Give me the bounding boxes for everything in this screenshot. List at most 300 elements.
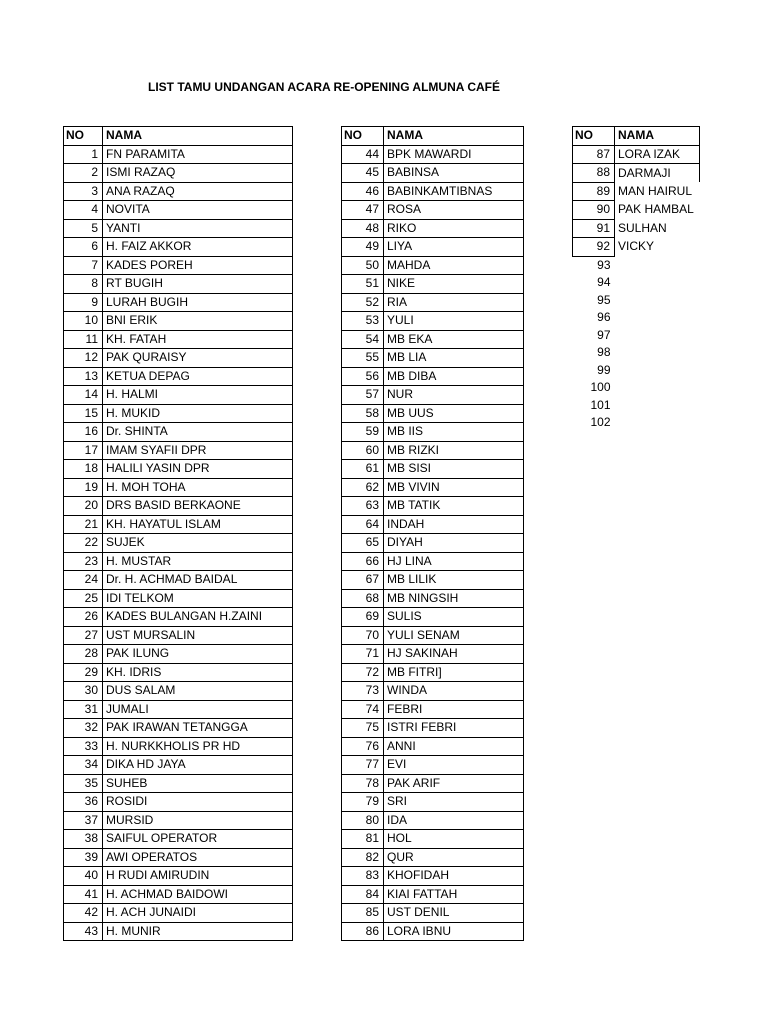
guest-name: Dr. H. ACHMAD BAIDAL — [103, 571, 293, 590]
row-number: 28 — [64, 645, 103, 664]
table-row — [64, 367, 293, 386]
row-number: 102 — [590, 415, 611, 430]
row-number: 95 — [597, 292, 611, 307]
guest-name: NIKE — [384, 275, 524, 294]
table-row — [342, 219, 524, 238]
guest-name: MB VIVIN — [384, 478, 524, 497]
table-row — [64, 201, 293, 220]
row-number: 57 — [342, 386, 384, 405]
row-number: 32 — [64, 719, 103, 738]
guest-table-1 — [63, 126, 293, 941]
table-row — [573, 344, 700, 362]
row-number: 1 — [64, 145, 103, 164]
table-row — [342, 349, 524, 368]
guest-name: BPK MAWARDI — [384, 145, 524, 164]
row-number: 68 — [342, 589, 384, 608]
row-number: 34 — [64, 756, 103, 775]
guest-name: KHOFIDAH — [384, 867, 524, 886]
row-number: 29 — [64, 663, 103, 682]
table-row — [342, 201, 524, 220]
row-number: 23 — [64, 552, 103, 571]
row-number: 66 — [342, 552, 384, 571]
guest-name: ISTRI FEBRI — [384, 719, 524, 738]
row-number: 40 — [64, 867, 103, 886]
guest-name: H. MUKID — [103, 404, 293, 423]
table-header-row — [573, 127, 700, 146]
table-row — [64, 645, 293, 664]
guest-table-2 — [341, 126, 524, 941]
guest-name: H. ACH JUNAIDI — [103, 904, 293, 923]
table-row — [64, 293, 293, 312]
guest-name: LORA IZAK — [615, 145, 700, 164]
table-row — [342, 793, 524, 812]
table-row — [342, 145, 524, 164]
table-row — [64, 312, 293, 331]
guest-name: H. MOH TOHA — [103, 478, 293, 497]
row-number: 36 — [64, 793, 103, 812]
row-number: 74 — [342, 700, 384, 719]
table-row — [64, 589, 293, 608]
table-row — [573, 274, 700, 292]
table-row — [64, 885, 293, 904]
table-row — [342, 312, 524, 331]
guest-name: RIKO — [384, 219, 524, 238]
row-number: 22 — [64, 534, 103, 553]
row-number: 96 — [597, 310, 611, 325]
row-number: 20 — [64, 497, 103, 516]
header-no: NO — [573, 127, 615, 146]
table-row — [573, 362, 700, 380]
row-number: 6 — [64, 238, 103, 257]
row-number: 99 — [597, 362, 611, 377]
row-number: 60 — [342, 441, 384, 460]
table-row — [342, 164, 524, 183]
guest-name: MB DIBA — [384, 367, 524, 386]
guest-name: H. FAIZ AKKOR — [103, 238, 293, 257]
table-row — [64, 182, 293, 201]
row-number: 46 — [342, 182, 384, 201]
table-row — [64, 811, 293, 830]
row-number: 53 — [342, 312, 384, 331]
row-number: 43 — [64, 922, 103, 941]
table-row — [573, 327, 700, 345]
table-row — [64, 497, 293, 516]
row-number: 92 — [573, 238, 615, 257]
guest-name: BABINKAMTIBNAS — [384, 182, 524, 201]
guest-table-3 — [572, 126, 700, 432]
guest-name: KH. HAYATUL ISLAM — [103, 515, 293, 534]
table-row — [64, 756, 293, 775]
guest-name: MB NINGSIH — [384, 589, 524, 608]
table-row — [64, 700, 293, 719]
row-number: 33 — [64, 737, 103, 756]
guest-name: IDA — [384, 811, 524, 830]
guest-name: MB UUS — [384, 404, 524, 423]
table-row — [64, 848, 293, 867]
row-number: 25 — [64, 589, 103, 608]
table-row — [573, 238, 700, 257]
row-number: 65 — [342, 534, 384, 553]
guest-name: DUS SALAM — [103, 682, 293, 701]
table-row — [64, 460, 293, 479]
row-number: 89 — [573, 182, 615, 201]
table-row — [573, 201, 700, 220]
table-row — [573, 309, 700, 327]
guest-name: PAK HAMBAL — [615, 201, 700, 220]
guest-name: VICKY — [615, 238, 700, 257]
row-number: 39 — [64, 848, 103, 867]
table-row — [64, 386, 293, 405]
guest-name: INDAH — [384, 515, 524, 534]
row-number: 75 — [342, 719, 384, 738]
table-row — [64, 626, 293, 645]
guest-name: MB FITRI] — [384, 663, 524, 682]
table-row — [342, 515, 524, 534]
row-number: 8 — [64, 275, 103, 294]
guest-name — [615, 397, 700, 415]
table-row — [64, 904, 293, 923]
guest-name — [615, 414, 700, 432]
guest-name: FEBRI — [384, 700, 524, 719]
guest-name: KH. IDRIS — [103, 663, 293, 682]
row-number: 97 — [597, 327, 611, 342]
table-row — [64, 423, 293, 442]
table-row — [64, 682, 293, 701]
row-number: 13 — [64, 367, 103, 386]
guest-name: HJ LINA — [384, 552, 524, 571]
guest-name — [615, 379, 700, 397]
row-number: 72 — [342, 663, 384, 682]
row-number: 10 — [64, 312, 103, 331]
guest-name: Dr. SHINTA — [103, 423, 293, 442]
guest-name: SULHAN — [615, 219, 700, 238]
table-row — [342, 626, 524, 645]
guest-name: LIYA — [384, 238, 524, 257]
header-no: NO — [342, 127, 384, 146]
guest-name: ANA RAZAQ — [103, 182, 293, 201]
table-row — [64, 608, 293, 627]
row-number: 67 — [342, 571, 384, 590]
guest-name: WINDA — [384, 682, 524, 701]
guest-name: BABINSA — [384, 164, 524, 183]
guest-name: DARMAJI — [615, 164, 700, 183]
guest-name — [615, 344, 700, 362]
row-number: 88 — [573, 164, 615, 183]
guest-name: IDI TELKOM — [103, 589, 293, 608]
guest-name: H. MUSTAR — [103, 552, 293, 571]
guest-name: SULIS — [384, 608, 524, 627]
table-row — [342, 645, 524, 664]
guest-name: MB IIS — [384, 423, 524, 442]
guest-name: RT BUGIH — [103, 275, 293, 294]
guest-name: SUHEB — [103, 774, 293, 793]
row-number: 3 — [64, 182, 103, 201]
row-number: 45 — [342, 164, 384, 183]
table-row — [64, 164, 293, 183]
row-number: 4 — [64, 201, 103, 220]
table-row — [342, 904, 524, 923]
table-row — [342, 404, 524, 423]
table-row — [342, 700, 524, 719]
guest-name: LORA IBNU — [384, 922, 524, 941]
row-number: 14 — [64, 386, 103, 405]
table-row — [342, 719, 524, 738]
row-number: 98 — [597, 345, 611, 360]
row-number: 41 — [64, 885, 103, 904]
table-row — [342, 386, 524, 405]
table-row — [342, 885, 524, 904]
row-number: 58 — [342, 404, 384, 423]
table-row — [342, 256, 524, 275]
guest-name: ROSIDI — [103, 793, 293, 812]
guest-name: JUMALI — [103, 700, 293, 719]
guest-name: KADES POREH — [103, 256, 293, 275]
row-number: 27 — [64, 626, 103, 645]
table-row — [64, 238, 293, 257]
row-number: 82 — [342, 848, 384, 867]
table-row — [573, 256, 700, 274]
table-row — [342, 589, 524, 608]
table-row — [342, 663, 524, 682]
guest-name — [615, 274, 700, 292]
row-number: 49 — [342, 238, 384, 257]
guest-name: MAHDA — [384, 256, 524, 275]
row-number: 7 — [64, 256, 103, 275]
row-number: 87 — [573, 145, 615, 164]
guest-name: SAIFUL OPERATOR — [103, 830, 293, 849]
table-row — [342, 571, 524, 590]
table-row — [342, 774, 524, 793]
table-row — [64, 478, 293, 497]
table-header-row — [342, 127, 524, 146]
table-row — [64, 349, 293, 368]
guest-name: BNI ERIK — [103, 312, 293, 331]
row-number: 38 — [64, 830, 103, 849]
row-number: 73 — [342, 682, 384, 701]
row-number: 79 — [342, 793, 384, 812]
guest-name: IMAM SYAFII DPR — [103, 441, 293, 460]
table-row — [573, 219, 700, 238]
row-number: 18 — [64, 460, 103, 479]
row-number: 52 — [342, 293, 384, 312]
row-number: 91 — [573, 219, 615, 238]
header-no: NO — [64, 127, 103, 146]
row-number: 93 — [597, 257, 611, 272]
guest-name: MB EKA — [384, 330, 524, 349]
row-number: 90 — [573, 201, 615, 220]
table-row — [342, 534, 524, 553]
table-row — [64, 571, 293, 590]
table-row — [342, 848, 524, 867]
guest-name — [615, 256, 700, 274]
guest-name: NUR — [384, 386, 524, 405]
guest-name: NOVITA — [103, 201, 293, 220]
table-row — [573, 414, 700, 432]
header-nama: NAMA — [103, 127, 293, 146]
page-title: LIST TAMU UNDANGAN ACARA RE-OPENING ALMUNA CAFÉ — [148, 80, 500, 94]
table-row — [573, 379, 700, 397]
table-row — [573, 397, 700, 415]
table-row — [342, 478, 524, 497]
table-row — [64, 719, 293, 738]
table-row — [342, 293, 524, 312]
guest-name: KH. FATAH — [103, 330, 293, 349]
row-number: 71 — [342, 645, 384, 664]
guest-name: HJ SAKINAH — [384, 645, 524, 664]
table-row — [573, 182, 700, 201]
row-number: 54 — [342, 330, 384, 349]
table-row — [342, 423, 524, 442]
guest-name: MB LIA — [384, 349, 524, 368]
table-row — [342, 330, 524, 349]
row-number: 37 — [64, 811, 103, 830]
row-number: 69 — [342, 608, 384, 627]
row-number: 70 — [342, 626, 384, 645]
row-number: 5 — [64, 219, 103, 238]
table-row — [342, 182, 524, 201]
table-row — [64, 830, 293, 849]
table-row — [64, 404, 293, 423]
row-number: 81 — [342, 830, 384, 849]
header-nama: NAMA — [384, 127, 524, 146]
guest-name: AWI OPERATOS — [103, 848, 293, 867]
row-number: 31 — [64, 700, 103, 719]
guest-name: H. ACHMAD BAIDOWI — [103, 885, 293, 904]
table-row — [342, 922, 524, 941]
table-row — [64, 219, 293, 238]
table-row — [64, 663, 293, 682]
table-row — [573, 164, 700, 183]
table-row — [342, 608, 524, 627]
row-number: 21 — [64, 515, 103, 534]
row-number: 83 — [342, 867, 384, 886]
guest-name: ANNI — [384, 737, 524, 756]
guest-name: UST MURSALIN — [103, 626, 293, 645]
table-row — [64, 774, 293, 793]
guest-name: H. NURKKHOLIS PR HD — [103, 737, 293, 756]
table-row — [342, 756, 524, 775]
row-number: 78 — [342, 774, 384, 793]
row-number: 94 — [597, 275, 611, 290]
table-row — [64, 441, 293, 460]
guest-name: PAK ARIF — [384, 774, 524, 793]
guest-name: MB LILIK — [384, 571, 524, 590]
guest-name: MB TATIK — [384, 497, 524, 516]
table-row — [342, 367, 524, 386]
guest-name: YULI — [384, 312, 524, 331]
table-header-row — [64, 127, 293, 146]
row-number: 47 — [342, 201, 384, 220]
row-number: 35 — [64, 774, 103, 793]
guest-name — [615, 292, 700, 310]
guest-name: MB SISI — [384, 460, 524, 479]
table-row — [342, 830, 524, 849]
guest-name: H. MUNIR — [103, 922, 293, 941]
table-row — [342, 682, 524, 701]
table-row — [64, 922, 293, 941]
table-row — [64, 515, 293, 534]
guest-name: PAK ILUNG — [103, 645, 293, 664]
row-number: 56 — [342, 367, 384, 386]
row-number: 62 — [342, 478, 384, 497]
guest-name: FN PARAMITA — [103, 145, 293, 164]
table-row — [64, 737, 293, 756]
table-row — [342, 460, 524, 479]
guest-name: YANTI — [103, 219, 293, 238]
table-row — [342, 275, 524, 294]
guest-name — [615, 327, 700, 345]
row-number: 42 — [64, 904, 103, 923]
table-row — [342, 441, 524, 460]
guest-name: KADES BULANGAN H.ZAINI — [103, 608, 293, 627]
table-row — [64, 552, 293, 571]
guest-name: DRS BASID BERKAONE — [103, 497, 293, 516]
guest-name: SUJEK — [103, 534, 293, 553]
row-number: 9 — [64, 293, 103, 312]
row-number: 51 — [342, 275, 384, 294]
row-number: 12 — [64, 349, 103, 368]
guest-name: ROSA — [384, 201, 524, 220]
table-row — [64, 534, 293, 553]
table-row — [342, 552, 524, 571]
guest-name: DIYAH — [384, 534, 524, 553]
table-row — [64, 275, 293, 294]
row-number: 55 — [342, 349, 384, 368]
header-nama: NAMA — [615, 127, 700, 146]
guest-name: HALILI YASIN DPR — [103, 460, 293, 479]
row-number: 48 — [342, 219, 384, 238]
table-row — [573, 292, 700, 310]
row-number: 85 — [342, 904, 384, 923]
guest-name: DIKA HD JAYA — [103, 756, 293, 775]
guest-name: H. HALMI — [103, 386, 293, 405]
guest-name — [615, 309, 700, 327]
guest-name: MURSID — [103, 811, 293, 830]
row-number: 19 — [64, 478, 103, 497]
guest-name: UST DENIL — [384, 904, 524, 923]
guest-name: MAN HAIRUL — [615, 182, 700, 201]
row-number: 64 — [342, 515, 384, 534]
table-row — [342, 867, 524, 886]
row-number: 61 — [342, 460, 384, 479]
row-number: 2 — [64, 164, 103, 183]
table-row — [64, 330, 293, 349]
table-row — [64, 867, 293, 886]
guest-name: MB RIZKI — [384, 441, 524, 460]
row-number: 15 — [64, 404, 103, 423]
row-number: 63 — [342, 497, 384, 516]
guest-name: LURAH BUGIH — [103, 293, 293, 312]
table-row — [342, 811, 524, 830]
row-number: 17 — [64, 441, 103, 460]
guest-name: PAK IRAWAN TETANGGA — [103, 719, 293, 738]
guest-name: KETUA DEPAG — [103, 367, 293, 386]
table-row — [64, 256, 293, 275]
row-number: 30 — [64, 682, 103, 701]
guest-name: QUR — [384, 848, 524, 867]
table-row — [64, 145, 293, 164]
table-row — [573, 145, 700, 164]
row-number: 80 — [342, 811, 384, 830]
guest-name: PAK QURAISY — [103, 349, 293, 368]
row-number: 84 — [342, 885, 384, 904]
row-number: 76 — [342, 737, 384, 756]
guest-name: ISMI RAZAQ — [103, 164, 293, 183]
guest-name — [615, 362, 700, 380]
guest-name: H RUDI AMIRUDIN — [103, 867, 293, 886]
row-number: 24 — [64, 571, 103, 590]
guest-name: SRI — [384, 793, 524, 812]
